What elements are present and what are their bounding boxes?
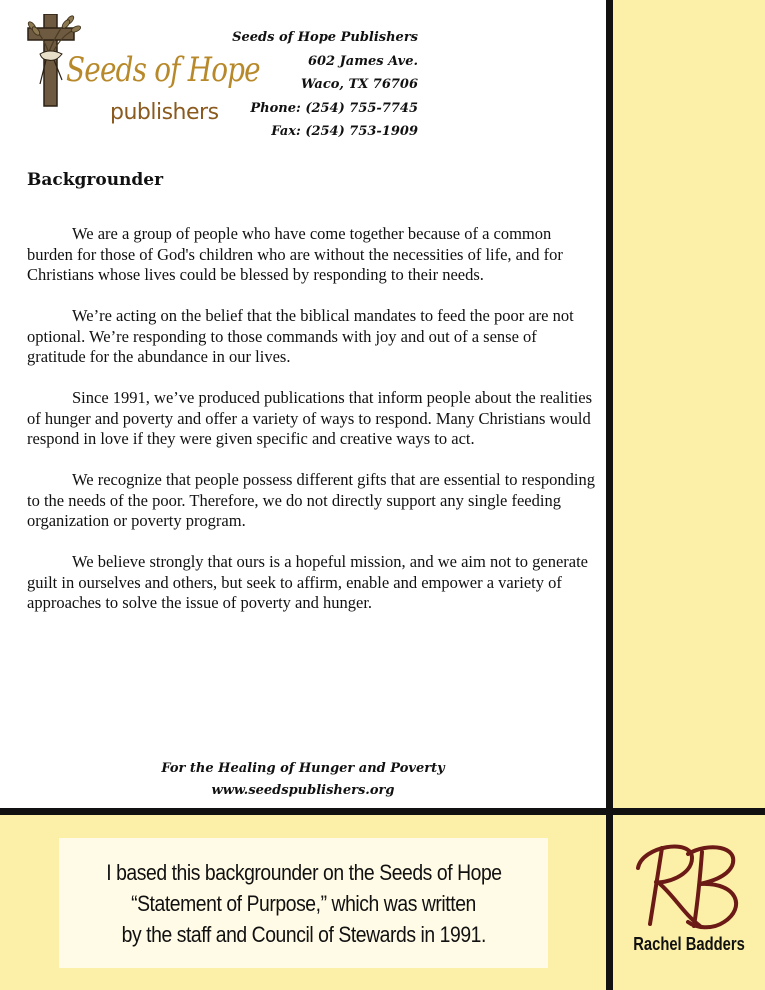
signature-name: Rachel Badders bbox=[633, 934, 746, 954]
footer-tagline: For the Healing of Hunger and Poverty bbox=[161, 761, 445, 776]
paragraph: Since 1991, we’ve produced publications that inform people about the realities of hunger and poverty and offer a variety of ways to respond. Many Christians would respond in love if they were given specific and creative ways to act. bbox=[27, 388, 593, 448]
logo-subtitle: publishers bbox=[110, 100, 219, 125]
document-title: Backgrounder bbox=[27, 170, 164, 190]
footer-website: www.seedspublishers.org bbox=[211, 783, 395, 798]
footer bbox=[0, 758, 606, 802]
paragraph: We are a group of people who have come together because of a common burden for those of God's children who are without the necessities of life, and for Christians whose lives could be blessed by responding to their needs. bbox=[27, 224, 563, 284]
street-address: 602 James Ave. bbox=[307, 53, 418, 69]
note-line: I based this backgrounder on the Seeds of Hope bbox=[105, 859, 502, 885]
logo-wordmark: Seeds of Hope bbox=[66, 50, 260, 90]
paragraph: We’re acting on the belief that the biblical mandates to feed the poor are not optional. We’re responding to those commands with joy and out of a sense of gratitude for the abundance in our lives. bbox=[27, 306, 574, 366]
author-note bbox=[59, 838, 548, 968]
rb-monogram-icon bbox=[628, 838, 748, 936]
paragraph: We believe strongly that ours is a hopeful mission, and we aim not to generate guilt in ourselves and others, but seek to affirm, enable and empower a variety of approaches to solve the issue of poverty and hunger. bbox=[27, 552, 589, 612]
seeds-of-hope-logo bbox=[26, 14, 260, 139]
note-line: by the staff and Council of Stewards in 1991. bbox=[121, 921, 486, 947]
vertical-rule bbox=[606, 0, 613, 990]
publisher-name: Seeds of Hope Publishers bbox=[232, 30, 418, 45]
horizontal-rule bbox=[0, 808, 765, 815]
fax-number: Fax: (254) 753-1909 bbox=[271, 124, 418, 139]
city-state-zip: Waco, TX 76706 bbox=[300, 77, 418, 92]
paragraph: We recognize that people possess different gifts that are essential to responding to the needs of the poor. Therefore, we do not directly support any single feeding organization or poverty program. bbox=[27, 470, 595, 530]
note-line: “Statement of Purpose,” which was written bbox=[131, 890, 476, 916]
phone-number: Phone: (254) 755-7745 bbox=[250, 100, 418, 116]
document-body bbox=[27, 224, 597, 634]
address-block bbox=[232, 26, 418, 144]
